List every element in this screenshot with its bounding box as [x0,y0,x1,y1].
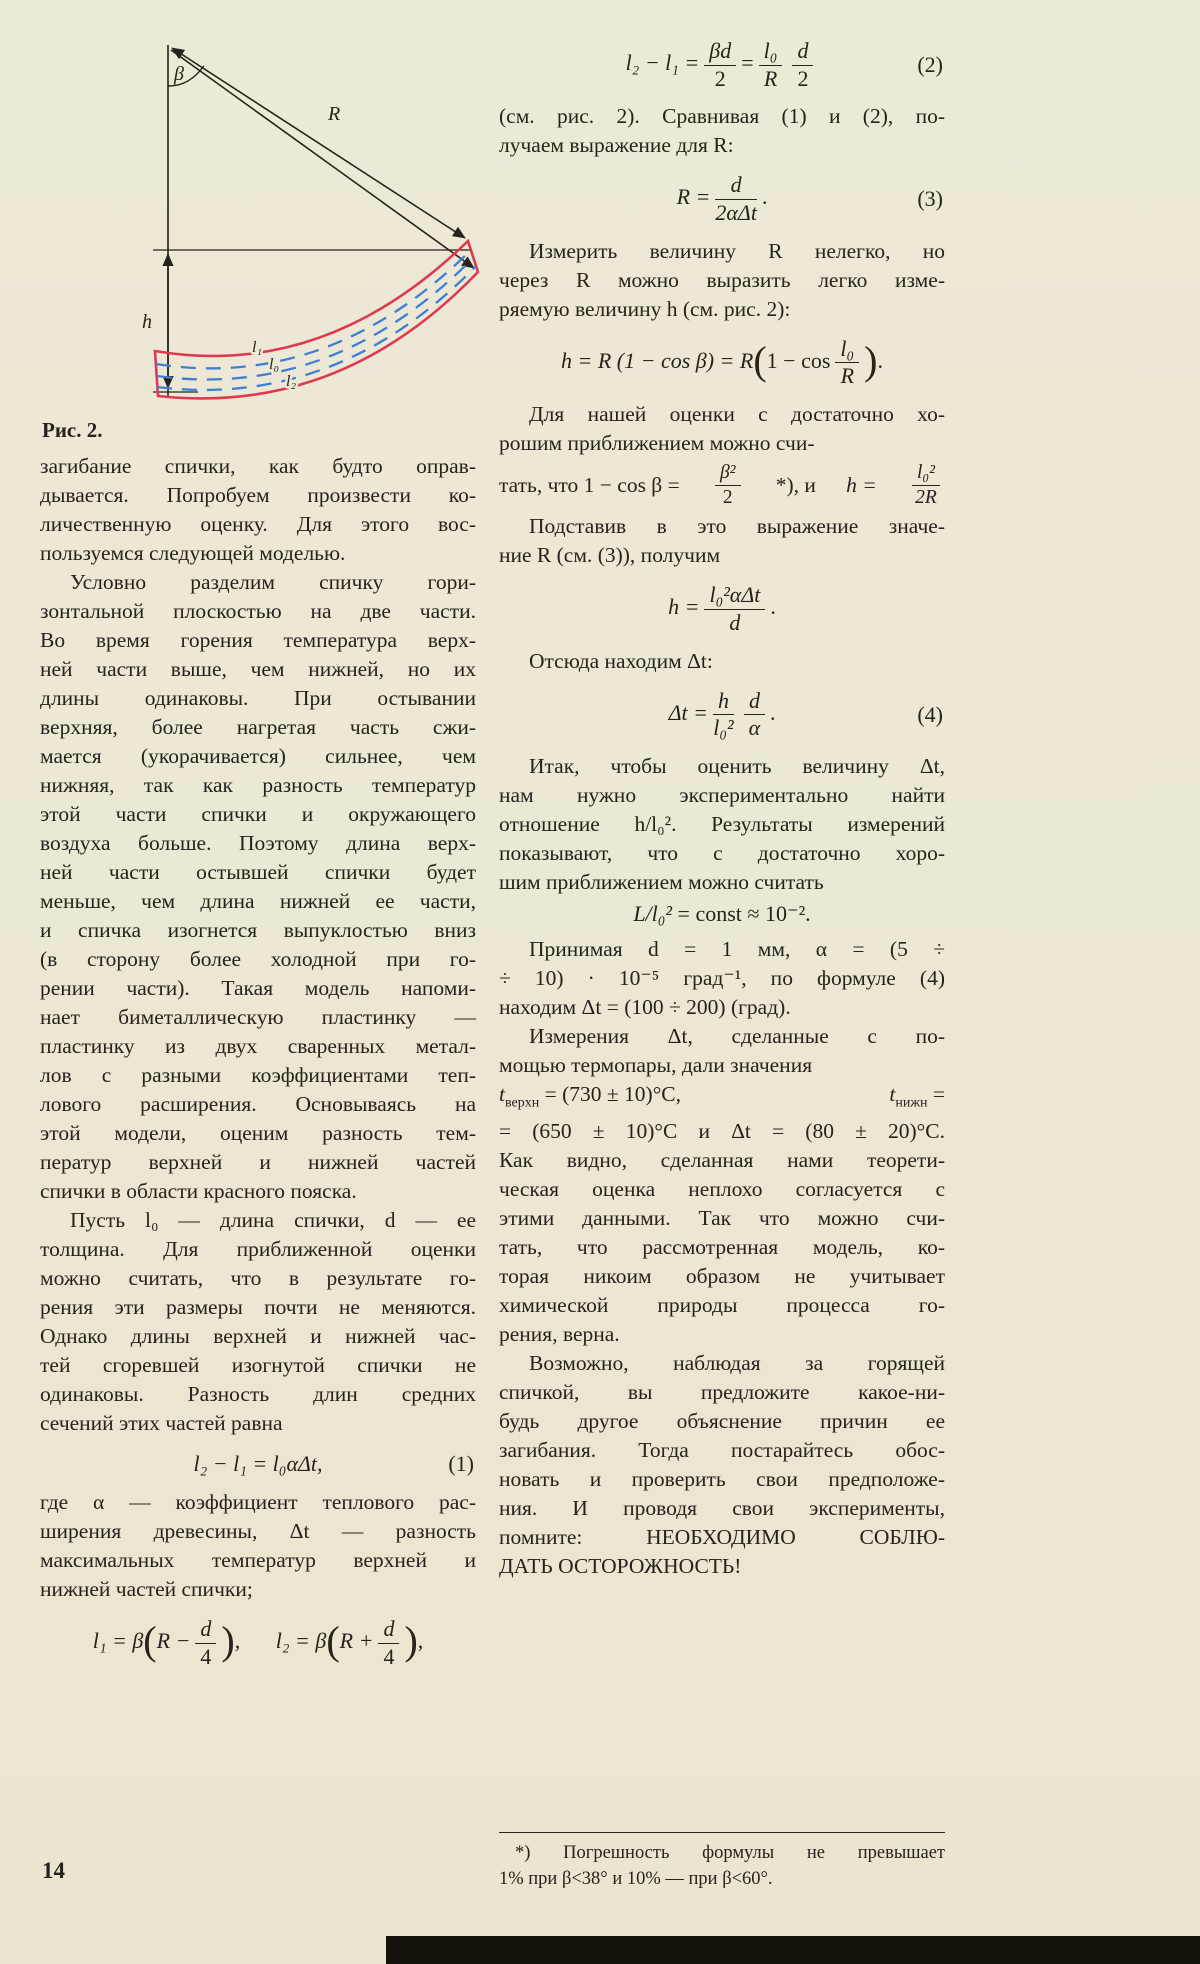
text-line: 1% при β<38° и 10% — при β<60°. [499,1869,773,1889]
frac-den: 2 [722,486,733,508]
right-column [499,26,945,1946]
math-text: l₂ = β [275,1628,327,1654]
text-line: Возможно, наблюдая за горящей [529,1351,945,1376]
text-line: лового расширения. Основываясь на [40,1092,476,1116]
text-line: мается (укорачивается) сильнее, чем [40,744,476,768]
text-line: Пусть l₀ — длина спички, d — ее [70,1208,476,1232]
frac-num: l₀ [835,337,859,364]
text-line: лов с разными коэффициентами теп- [40,1063,476,1087]
text-line: (см. рис. 2). Сравнивая (1) и (2), по- [499,104,945,129]
paragraph-measurements [499,1022,945,1080]
math-text: 1 − cos [766,347,831,373]
math-text: h = R (1 − cos β) = R [560,347,754,373]
h-label: h [142,311,152,333]
text-line: отношение h/l₀². Результаты измерений [499,811,945,836]
subscript: нижн [895,1095,928,1111]
frac-den: d [729,610,741,636]
paragraph-dimensions [40,1206,476,1438]
equation-3 [499,173,945,225]
text-line: нижней частей спички; [40,1577,253,1601]
fraction [704,583,765,635]
text-line: шим приближением можно считать [499,869,824,894]
left-paren: ( [326,1618,340,1664]
text-line: Условно разделим спичку гори- [70,570,476,594]
inline-formula-line [499,462,945,509]
text-line: помните: НЕОБХОДИМО СОБЛЮ- [499,1525,945,1550]
fraction [744,689,765,741]
figure-caption: Рис. 2. [42,418,103,442]
text-line: Для нашей оценки с достаточно хо- [529,401,945,426]
frac-num: l₀² [912,462,940,486]
math-text: = [932,1081,945,1106]
frac-den: l₀² [713,715,734,741]
equation-l1-l2 [40,1617,476,1669]
fraction [759,39,783,91]
paragraph-substitute [499,512,945,570]
text-line: рошим приближением можно счи- [499,430,815,455]
frac-den: 2R [915,486,937,508]
text-line: Как видно, сделанная нами теорети- [499,1148,945,1173]
text-line: нает биметаллическую пластинку — [40,1005,476,1029]
frac-num: d [792,39,813,66]
l2-label: l₂ [286,373,297,390]
text-line: меньше, чем длина нижней ее части, [40,889,476,913]
match-band-outline [155,241,478,398]
text-line: ÷ 10) · 10⁻⁵ град⁻¹, по формуле (4) [499,965,945,990]
page-number: 14 [42,1858,65,1883]
text-line: ширения древесины, Δt — разность [40,1519,476,1543]
subscript: верхн [504,1095,540,1111]
frac-num: βd [704,39,736,66]
paragraph-model [40,568,476,1206]
equation-4 [499,689,945,741]
text-line: Однако длины верхней и нижней час- [40,1324,476,1348]
math-text: t [499,1081,505,1106]
math-text: R = [676,184,711,210]
text-line: рении части). Такая модель напоми- [40,976,476,1000]
text-line: ДАТЬ ОСТОРОЖНОСТЬ! [499,1554,742,1579]
text-line: Принимая d = 1 мм, α = (5 ÷ [529,936,945,961]
text-line: Измерения Δt, сделанные с по- [529,1023,945,1048]
text-line: зонтальной плоскостью на две части. [40,599,476,623]
text-line: рения, верна. [499,1322,620,1347]
text-line: длины одинаковы. При остывании [40,686,476,710]
paragraph-measurements-cont [499,1117,945,1349]
math-text: , [234,1628,241,1654]
fraction [792,39,813,91]
frac-den: 4 [383,1643,395,1669]
text-line: этими данными. Так что можно счи- [499,1206,945,1231]
text-line: ней части выше, чем нижней, но их [40,657,476,681]
equation-h [499,583,945,635]
math-text: R + [339,1628,374,1654]
text-line: химической природы процесса го- [499,1293,945,1318]
text-line: Отсюда находим Δt: [529,648,713,673]
paragraph-estimate [499,935,945,1022]
fraction [835,337,859,389]
paragraph-approximation [499,400,945,458]
math-text: тать, что 1 − cos β = [499,472,680,497]
text-line: можно считать, что в результате го- [40,1266,476,1290]
math-text: h = [668,594,700,620]
right-paren: ) [221,1618,235,1664]
text-line: одинаковы. Разность длин средних [40,1382,476,1406]
math-text: R − [156,1628,191,1654]
frac-num: d [378,1617,399,1644]
text-line: Итак, чтобы оценить величину Δt, [529,753,945,778]
text-line: торая никоим образом не учитывает [499,1264,945,1289]
frac-num: d [715,173,757,200]
text-line: нам нужно экспериментально найти [499,782,945,807]
text-line: ператур верхней и нижней частей [40,1150,476,1174]
left-column [40,14,476,1680]
right-paren: ) [404,1618,418,1664]
frac-num: l₀ [759,39,783,66]
text-line: рения эти размеры почти не меняются. [40,1295,476,1319]
frac-den: R [763,65,778,91]
math-text: . [769,699,776,725]
equation-4-number: (4) [917,701,943,727]
text-line: загибания. Тогда постарайтесь обос- [499,1438,945,1463]
footnote [499,1832,945,1892]
text-line: ние R (см. (3)), получим [499,543,721,568]
text-line: спички в области красного пояска. [40,1179,357,1203]
frac-num: β² [715,462,741,486]
paragraph-hence [499,647,945,676]
text-line: ней части остывшей спички будет [40,860,476,884]
paragraph-measure-R [499,237,945,324]
temperature-values-line [499,1080,945,1117]
dashed-line-l2 [157,266,476,390]
math-text: = [741,50,754,76]
l2-expression [275,1616,424,1669]
fraction [713,689,734,741]
fraction [704,39,736,91]
fraction [715,462,741,509]
paragraph-bending-intro [40,452,476,568]
text-line: где α — коэффициент теплового рас- [40,1490,476,1514]
scan-artifact-bar [386,1936,1200,1964]
equation-h-cos [499,337,945,389]
fraction [715,173,757,225]
text-line: максимальных температур верхней и [40,1548,476,1572]
math-text: Δt = [668,699,708,725]
text-line: толщина. Для приближенной оценки [40,1237,476,1261]
equation-1-body: l₂ − l₁ = l₀αΔt, [193,1451,323,1476]
dashed-line-l1 [156,250,471,368]
math-text: , [417,1628,424,1654]
text-line: Во время горения температура верх- [40,628,476,652]
text-line: и спичка изогнется выпуклостью вниз [40,918,476,942]
radius-label: R [328,103,341,125]
paragraph-conclusion [499,1349,945,1581]
math-text: . [761,184,768,210]
text-line: спичкой, вы предложите какое-ни- [499,1380,945,1405]
text-line: загибание спички, как будто оправ- [40,454,476,478]
beta-label: β [174,63,184,85]
left-paren: ( [143,1618,157,1664]
text-line: через R можно выразить легко изме- [499,267,945,292]
math-text: h = [846,472,877,497]
text-line: = (650 ± 10)°C и Δt = (80 ± 20)°C. [499,1119,945,1144]
text-line: Измерить величину R нелегко, но [529,238,945,263]
frac-den: 4 [200,1643,212,1669]
fraction [912,462,940,509]
text-line: лучаем выражение для R: [499,133,734,158]
text-line: показывают, что с достаточно хоро- [499,840,945,865]
frac-num: d [195,1617,216,1644]
text-line: этой модели, оценим разность тем- [40,1121,476,1145]
text-line: будь другое объяснение причин ее [499,1409,945,1434]
text-line: новать и проверить свои предположе- [499,1467,945,1492]
left-paren: ( [753,337,767,383]
l0-label: l₀ [269,356,280,373]
text-line: верхняя, более нагретая часть сжи- [40,715,476,739]
text-line: находим Δt = (100 ÷ 200) (град). [499,994,791,1019]
text-line: ческая оценка неплохо согласуется с [499,1177,945,1202]
t-upper-value [499,1080,681,1117]
text-line: тать, что рассмотренная модель, ко- [499,1235,945,1260]
text-line: пользуемся следующей моделью. [40,541,346,565]
l1-expression [92,1616,246,1669]
text-line: Подставив в это выражение значе- [529,514,945,539]
equation-1 [40,1451,476,1477]
text-line: нижняя, так как разность температур [40,773,476,797]
math-text: = (730 ± 10)°C, [544,1081,682,1106]
text-line: личественную оценку. Для этого вос- [40,512,476,536]
figure-2 [40,14,500,450]
equation-2-number: (2) [917,52,943,78]
math-text: L/l₀² [633,900,673,926]
l1-label: l₁ [252,339,263,356]
match-bending-diagram [40,14,500,414]
text-line: воздуха больше. Поэтому длина верх- [40,831,476,855]
text-line: пластинку из двух сваренных метал- [40,1034,476,1058]
equation-2 [499,39,945,91]
frac-den: 2 [797,65,809,91]
math-text: . [877,347,883,373]
right-paren: ) [864,337,878,383]
equation-1-number: (1) [448,1451,474,1476]
text-line: ряемую величину h (см. рис. 2): [499,296,791,321]
fraction [195,1617,216,1669]
frac-den: 2αΔt [715,199,757,225]
text-line: тей сгоревшей изогнутой спички не [40,1353,476,1377]
frac-den: R [840,363,855,389]
equation-const [499,901,945,927]
math-text: l₂ − l₁ = [625,50,700,76]
footnote-marker-text: *), и [775,472,816,497]
paragraph-compare [499,102,945,160]
text-line: этой части спички и окружающего [40,802,476,826]
text-line: (в сторону более холодной при го- [40,947,476,971]
frac-num: d [744,689,765,716]
frac-den: 2 [714,65,726,91]
equation-3-number: (3) [917,186,943,212]
radius-line-upper [172,48,465,238]
text-line: сечений этих частей равна [40,1411,283,1435]
math-text: l₁ = β [92,1628,144,1654]
text-line: мощью термопары, дали значения [499,1052,813,1077]
frac-num: l₀²αΔt [704,583,765,610]
text-line: *) Погрешность формулы не превышает [515,1843,945,1863]
frac-den: α [748,715,761,741]
text-line: дывается. Попробуем произвести ко- [40,483,476,507]
math-text: = const ≈ 10⁻². [677,900,811,926]
text-line: ния. И проводя свои эксперименты, [499,1496,945,1521]
fraction [378,1617,399,1669]
math-text: t [889,1081,896,1106]
t-lower-value [889,1080,945,1117]
math-text: . [770,594,776,620]
radius-line-lower [171,50,474,268]
paragraph-thus [499,752,945,897]
frac-num: h [713,689,734,716]
paragraph-alpha-definition [40,1488,476,1604]
